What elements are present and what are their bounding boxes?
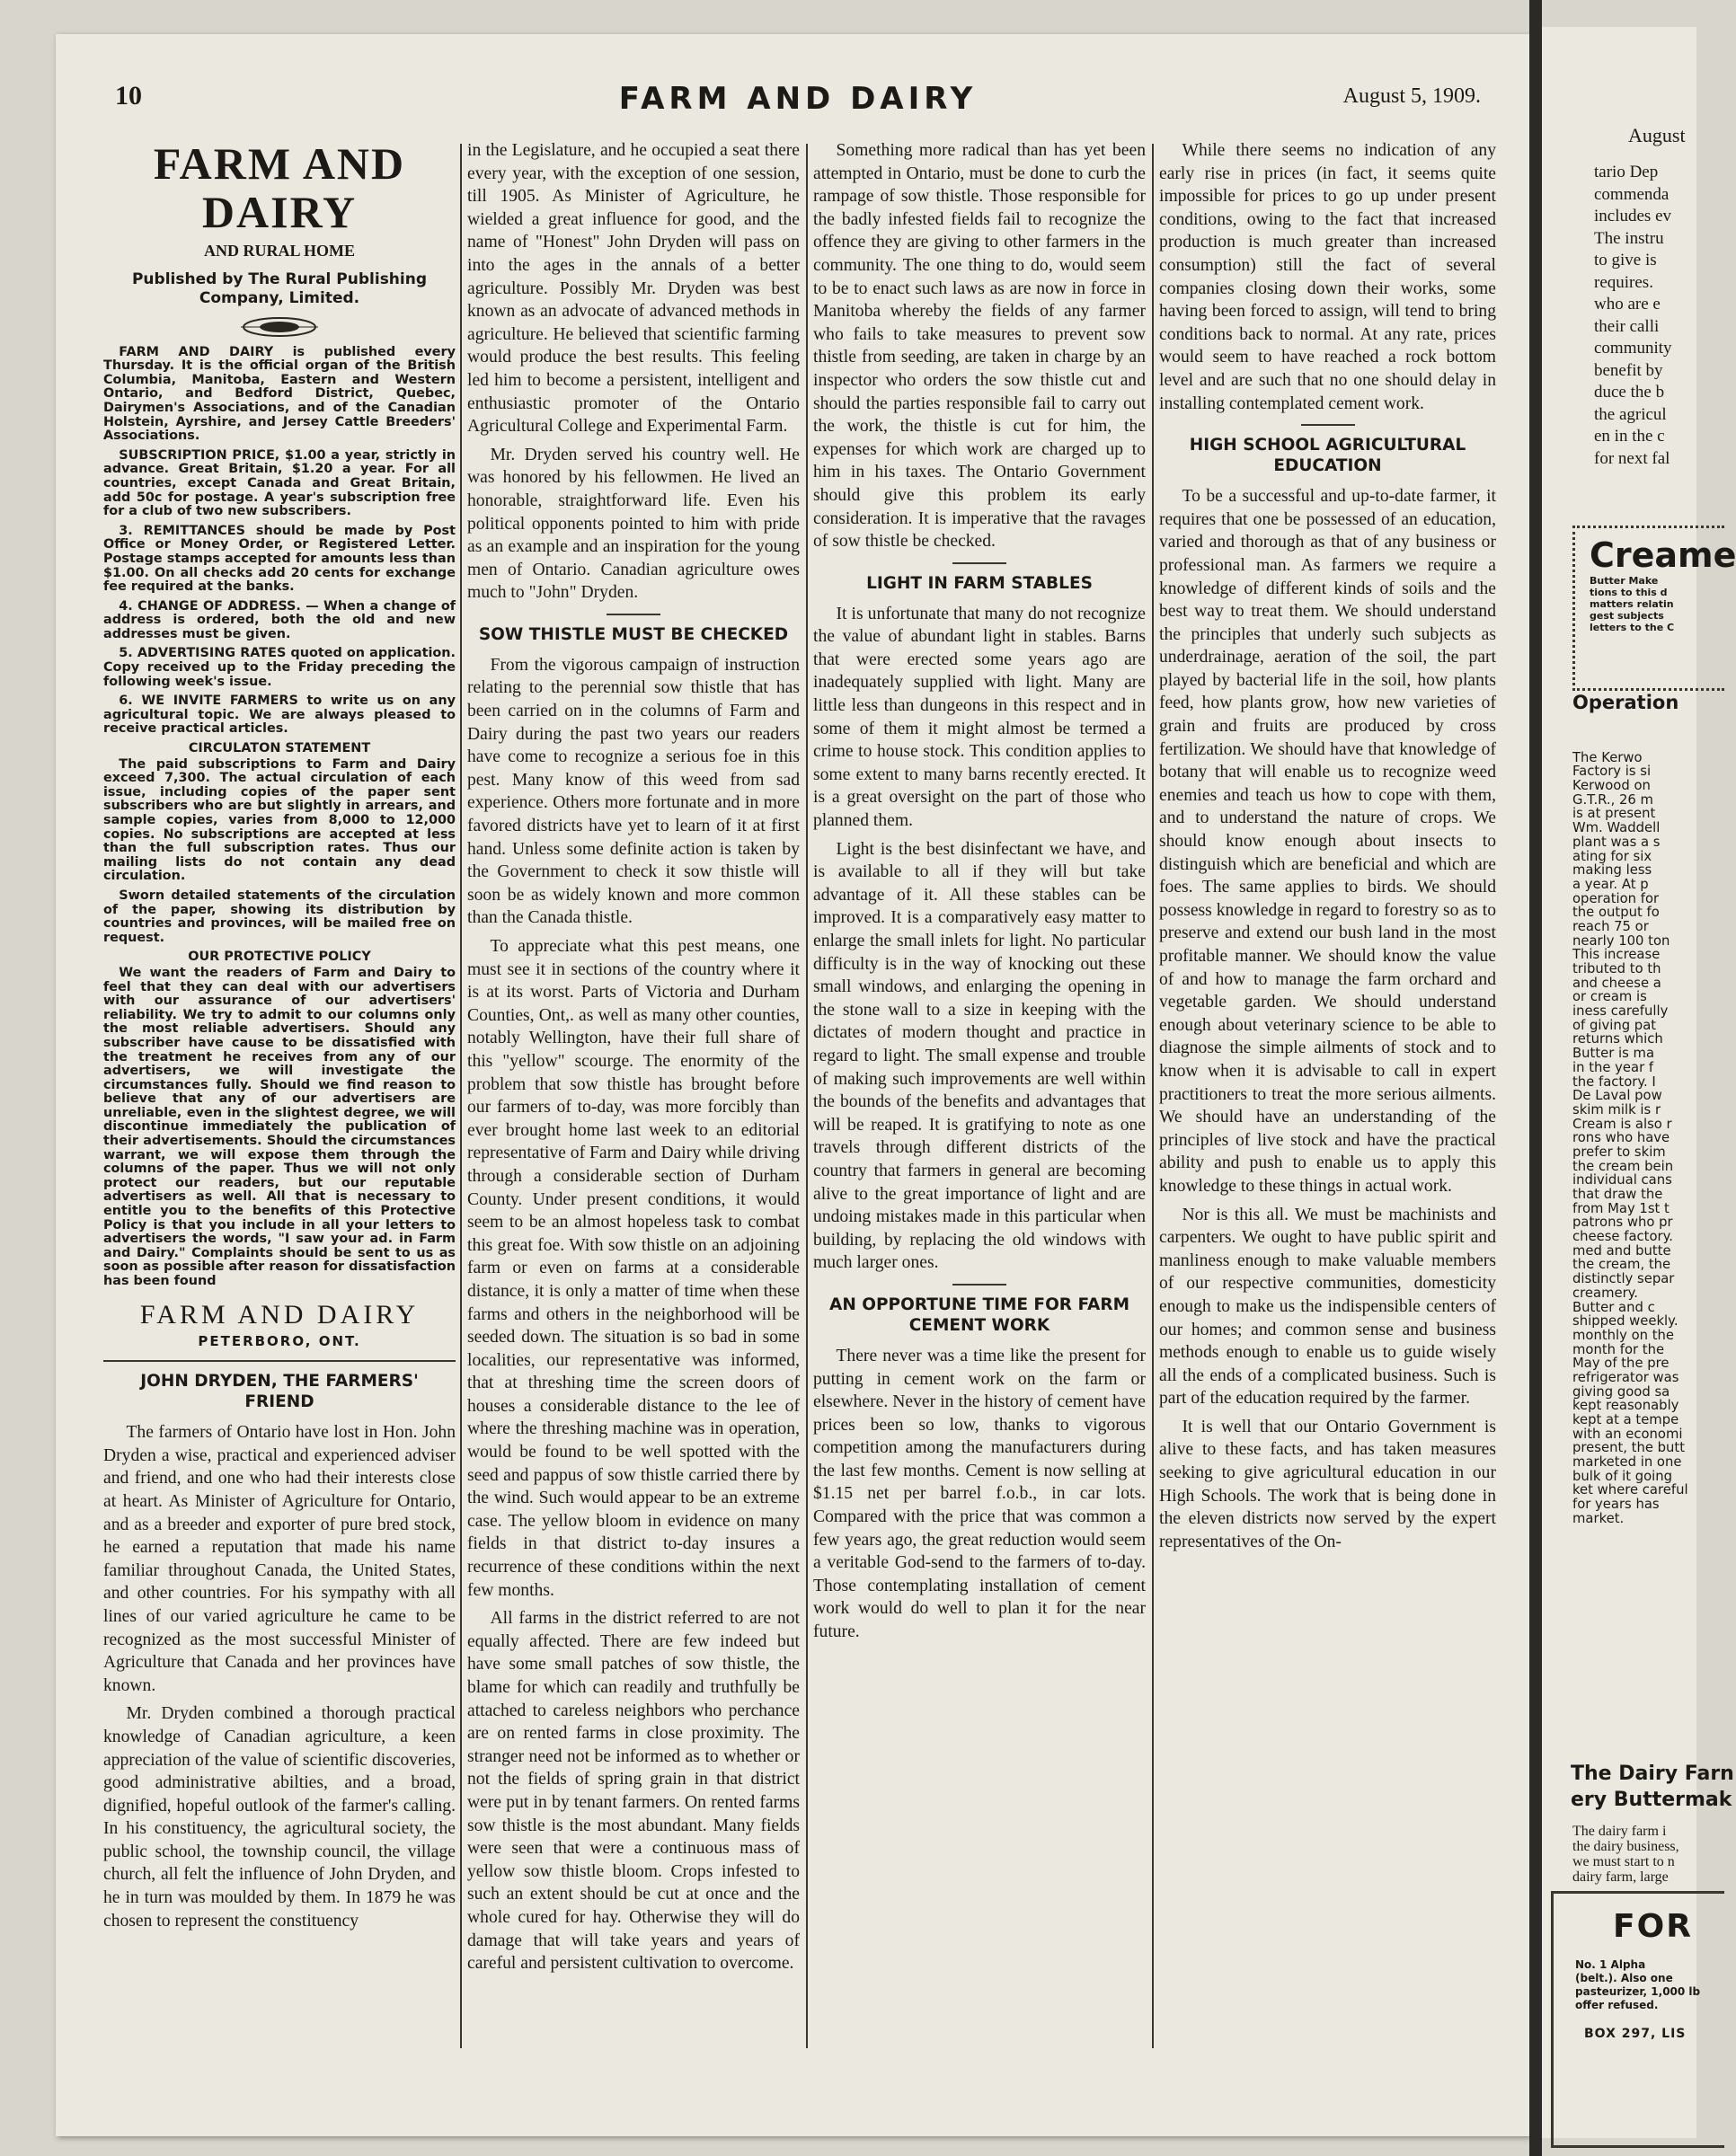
facing-line: en in the c: [1594, 427, 1665, 446]
article-heading: JOHN DRYDEN, THE FARMERS' FRIEND: [140, 1372, 419, 1412]
facing-page-header: August: [1628, 124, 1686, 146]
facing-line: Butter and c: [1572, 1299, 1655, 1315]
article-paragraph: The farmers of Ontario have lost in Hon. John Dryden a wise, practical and experienced adviser and friend, and one who had their interests close at heart. As Minister of Agriculture for Ontario, and as a breeder and exporter of pure bred stock, he earned a reputation that made his name familiar throughout Canada, the United States, and other countries. For his sympathy with all lines of our varied agriculture he came to be recognized as the most successful Minister of Agriculture that Canada and her provinces have known.: [103, 1423, 456, 1695]
facing-line: the dairy business,: [1572, 1839, 1679, 1854]
facing-line: plant was a s: [1572, 834, 1661, 850]
facing-line: dairy farm, large: [1572, 1869, 1669, 1885]
facing-line: that draw the: [1572, 1187, 1663, 1202]
facing-line: commenda: [1594, 184, 1670, 204]
facing-line: cheese factory.: [1572, 1229, 1673, 1245]
protective-paragraph: We want the readers of Farm and Dairy to feel that they can deal with our advertisers with our assurance of our advertisers' reliability. We try to admit to our columns only the most reliable advertisers. Should any subscriber have cause to be dissatisfied with the treatment he receives from any of our advertisers, we will investigate the circumstances fully. Should we find reason to believe that any of our advertisers are unreliable, even in the slightest degree, we will discontinue immediately the publication of their advertisements. Should the circumstances warrant, we will expose them through the columns of the paper. Thus we will not only protect our readers, but our reputable advertisers as well. All that is necessary to entitle you to the benefits of this Protective Policy is that you include in all your letters to advertisers the words, "I saw your ad. in Farm and Dairy." Complaints should be sent to us as soon as possible after reason for dissatisfaction has been found: [103, 965, 456, 1288]
article-paragraph: Light is the best disinfectant we have, and is available to all if they will but take advantage of it. All these stables can be improved. It is a comparatively easy matter to enlarge the small inlets for light. No particular difficulty is in the way of knocking out these small windows, and enlarging the opening in the stone wall to a size in keeping with the dictates of modern thought and practice in regard to light. The small expense and trouble of making such improvements are well within the bounds of the benefits and advantages that will be reaped. It is gratifying to note as one travels through different districts of the country that farmers in general are becoming alive to the great importance of light and are undoing mistakes made in this particular when building, by replacing the old windows with much larger ones.: [813, 839, 1146, 1273]
facing-line: benefit by: [1594, 360, 1663, 380]
facing-subheading-2: [1571, 1761, 1734, 1813]
for-sale-ad: [1551, 1891, 1724, 2148]
facing-line: [1572, 737, 1725, 751]
issue-date: August 5, 1909.: [1342, 84, 1481, 108]
facing-line: community: [1594, 339, 1672, 358]
circulation-paragraph: Sworn detailed statements of the circulation of the paper, showing its distribution by countries and provinces, will be mailed free on request.: [103, 888, 456, 945]
facing-line: for years has: [1572, 1497, 1660, 1513]
facing-line: shipped weekly.: [1572, 1313, 1678, 1330]
facing-line: present, the butt: [1572, 1440, 1686, 1456]
facing-line: ating for six: [1572, 848, 1652, 864]
facing-line: and cheese a: [1572, 975, 1661, 991]
note-paragraph: 5. ADVERTISING RATES quoted on application. Copy received up to the Friday preceding the following week's issue.: [103, 646, 456, 689]
ad-box-number: BOX 297, LIS: [1584, 2027, 1687, 2041]
section-rule: [952, 1284, 1006, 1286]
facing-line: Factory is si: [1572, 764, 1652, 780]
ad-line: (belt.). Also one: [1575, 1972, 1673, 1984]
facing-line: skim milk is r: [1572, 1101, 1661, 1118]
facing-line: May of the pre: [1572, 1356, 1670, 1372]
article-heading: LIGHT IN FARM STABLES: [866, 573, 1093, 593]
publisher-line: Published by The Rural Publishing Company, Limited.: [131, 270, 428, 307]
section-rule: [1301, 424, 1355, 426]
facing-line: Wm. Waddell: [1572, 820, 1661, 836]
facing-line: giving good sa: [1572, 1383, 1670, 1400]
circulation-paragraph: The paid subscriptions to Farm and Dairy exceed 7,300. The actual circulation of each issue, including copies of the paper sent subscribers who are but slightly in arrears, and sample copies, varies from 8,000 to 12,000 copies. No subscriptions are accepted at less than the full subscription rates. Thus our mailing lists do not contain any dead circulation.: [103, 756, 456, 884]
facing-line: monthly on the: [1572, 1327, 1675, 1343]
facing-line: The dairy farm i: [1572, 1824, 1667, 1839]
column-rule: [460, 144, 462, 2048]
article-paragraph: Mr. Dryden combined a thorough practical knowledge of Canadian agriculture, a keen appreciation of the value of scientific discoveries, good administrative abilties, and a broad, dignified, hopeful outlook of the farmer's calling. In his constituency, the agricultural society, the public school, the township council, the village church, all felt the influence of John Dryden, and he in turn was moulded by them. In 1879 he was chosen to represent the constituency: [103, 1704, 456, 1931]
footer-place: PETERBORO, ONT.: [198, 1332, 361, 1349]
facing-line: The Kerwo: [1572, 749, 1643, 765]
article-paragraph: in the Legislature, and he occupied a seat there every year, with the exception of one session, till 1905. As Minister of Agriculture, he wielded a great influence for good, and the name of "Honest" John Dryden will pass on into the ages in the annals of a better agriculture. Possibly Mr. Dryden was best known as an advocate of advanced methods in agriculture. He believed that scientific farming would produce the best results. This feeling led him to become a persistent, intelligent and enthusiastic promoter of the Ontario Agricultural College and Experimental Farm.: [467, 141, 800, 437]
facing-line: med and butte: [1572, 1242, 1671, 1259]
facing-line: with an economi: [1572, 1426, 1683, 1442]
ad-line: offer refused.: [1575, 1999, 1659, 2011]
article-paragraph: It is well that our Ontario Government is alive to these facts, and has taken measures seeking to give agricultural education in our High Schools. The work that is being done in the eleven districts now served by the expert representatives of the On-: [1159, 1417, 1496, 1551]
article-paragraph: To be a successful and up-to-date farmer, it requires that one be possessed of an education, varied and thorough as that of any business or professional man. As farmers we require a knowledge of different kinds of soils and the best way to treat them. We should understand the principles that underly such subjects as underdrainage, aeration of the soil, the part played by bacterial life in the soil, how plants feed, how plants grow, how new varieties of grain and fruits are produced by cross fertilization. We should have that knowledge of botany that will enable us to recognize weed enemies and teach us how to cope with them, and to understand the nature of crops. We should know enough about insects to distinguish which are beneficial and which are foes. The same applies to birds. We should possess knowledge in regard to forestry so as to preserve and extend our bush land in the most profitable manner. We should know the value of and how to manage the farm orchard and vegetable garden. We should understand enough about veterinary science to be able to diagnose the simple ailments of stock and to know when it is advisable to call in expert practitioners to treat the more serious ailments. We should have an understanding of the principles of live stock and have the practical ability and push to enable us to apply this knowledge to these things in actual work.: [1159, 487, 1496, 1196]
page-gutter: [1529, 0, 1542, 2156]
article-paragraph: Something more radical than has yet been attempted in Ontario, must be done to curb the rampage of sow thistle. Those responsible for the badly infested fields fail to recognize the offence they are giving to other farmers in the community. The one thing to do, would seem to be to enact such laws as are now in force in Manitoba whereby the fields of any farmer who fails to take measures to prevent sow thistle from seeding, are taken in charge by an inspector who orders the sow thistle cut and should the parties responsible fail to carry out the work, the thistle is cut for him, the expenses for which work are charged up to him in his taxes. The Ontario Government should give this problem its early consideration. It is imperative that the ravages of sow thistle be checked.: [813, 141, 1146, 552]
facing-line: the cream bein: [1572, 1158, 1674, 1174]
facing-line: patrons who pr: [1572, 1215, 1673, 1231]
facing-line: who are e: [1594, 295, 1661, 314]
facing-line: for next fal: [1594, 448, 1670, 468]
ad-text: [1575, 1958, 1700, 2012]
creamery-box-title: Creame: [1590, 535, 1736, 575]
facing-page: [1542, 27, 1736, 2138]
facing-line: tributed to th: [1572, 961, 1661, 976]
section-rule: [607, 614, 660, 615]
facing-line: the factory. I: [1572, 1074, 1656, 1090]
facing-small-text: [1572, 737, 1725, 1526]
publisher-notes: [103, 346, 456, 1289]
ad-line: No. 1 Alpha: [1575, 1958, 1646, 1971]
note-paragraph: 4. CHANGE OF ADDRESS. — When a change of address is ordered, both the old and new addresses must be given.: [103, 598, 456, 641]
facing-line: bulk of it going: [1572, 1468, 1673, 1484]
facing-line: or cream is: [1572, 989, 1647, 1005]
facing-line: the output fo: [1572, 905, 1660, 921]
creamery-box-line: Butter Make: [1590, 575, 1659, 587]
facing-line: reach 75 or: [1572, 918, 1649, 934]
facing-line: Butter is ma: [1572, 1046, 1655, 1062]
creamery-box-line: tions to this d: [1590, 587, 1668, 598]
facing-subheading-line: The Dairy Farn: [1571, 1763, 1734, 1785]
facing-line: prefer to skim: [1572, 1144, 1666, 1160]
article-paragraph: Mr. Dryden served his country well. He was honored by his fellowmen. He lived an honorable, straightforward life. Even his political opponents pointed to him with pride as an example and an inspiration for the young men of Ontario. Canadian agriculture owes much to "John" Dryden.: [467, 445, 800, 603]
facing-line: refrigerator was: [1572, 1369, 1679, 1385]
facing-line: De Laval pow: [1572, 1088, 1662, 1104]
article-heading: SOW THISTLE MUST BE CHECKED: [478, 624, 789, 644]
article-heading: AN OPPORTUNE TIME FOR FARM CEMENT WORK: [829, 1294, 1129, 1335]
facing-line: the cream, the: [1572, 1257, 1671, 1273]
column-rule: [1152, 144, 1154, 2048]
facing-line: distinctly separ: [1572, 1271, 1675, 1287]
column-1: [103, 139, 456, 2057]
facing-line: of giving pat: [1572, 1017, 1657, 1033]
facing-page-column: [1594, 162, 1711, 470]
page-number: 10: [115, 81, 142, 110]
facing-line: making less: [1572, 862, 1652, 879]
facing-line: we must start to n: [1572, 1854, 1675, 1869]
creamery-box: [1572, 526, 1736, 691]
article-paragraph: To appreciate what this pest means, one must see it in sections of the country where it is at its worst. Parts of Victoria and Durham Counties, Ont,. as well as many other counties, notably Wellington, have their full share of this "yellow" scourge. The enormity of the problem that sow thistle has brought before our farmers of to-day, was more forcibly than ever brought home last week to an editorial representative of Farm and Dairy while driving through a considerable section of Durham County. Under present conditions, it would seem to be an almost hopeless task to combat this great foe. With sow thistle on an adjoining farm or even on farms at a considerable distance, it is only a matter of time when these farms and others in the neighborhood will be seeded down. The situation is so bad in some localities, our representative was informed, that at threshing time the screen doors of houses a considerable distance to the lee of where the threshing machine was in operation, would be found to be well spotted with the seed and pappus of sow thistle carried there by the wind. Such would appear to be an extreme case. The yellow bloom in evidence on many fields in that district to-day insures a recurrence of these conditions within the next few months.: [467, 937, 800, 1600]
section-rule: [952, 562, 1006, 564]
facing-line: operation for: [1572, 890, 1660, 906]
note-paragraph: SUBSCRIPTION PRICE, $1.00 a year, strictly in advance. Great Britain, $1.20 a year. For all countries, except Canada and Great Britain, add 50c for postage. A year's subscription free for a club of two new subscribers.: [103, 447, 456, 519]
facing-line: kept at a tempe: [1572, 1412, 1679, 1427]
ad-line: pasteurizer, 1,000 lb: [1575, 1985, 1701, 1998]
facing-line: This increase: [1572, 947, 1661, 963]
protective-heading: OUR PROTECTIVE POLICY: [188, 950, 371, 965]
circulation-heading: CIRCULATON STATEMENT: [188, 741, 371, 756]
note-paragraph: 3. REMITTANCES should be made by Post Office or Money Order, or Registered Letter. Postage stamps accepted for amounts less than $1.00. On all checks add 20 cents for exchange fee required at the banks.: [103, 523, 456, 595]
facing-line: creamery.: [1572, 1285, 1639, 1301]
facing-line: rons who have: [1572, 1130, 1670, 1146]
article-paragraph: There never was a time like the present for putting in cement work on the farm or elsewhere. Never in the history of cement have prices been so low, thanks to vigorous competition among the manufacturers during the last few months. Cement is now selling at $1.15 net per barrel f.o.b., in car lots. Compared with the price that was common a few years ago, the great reduction would seem a veritable God-send to the farmers of to-day. Those contemplating installation of cement work would do well to plan it for the near future.: [813, 1346, 1146, 1642]
facing-line: to give is: [1594, 251, 1657, 270]
facing-line: returns which: [1572, 1031, 1663, 1047]
facing-small-text-2: [1572, 1824, 1679, 1885]
facing-subheading-line: ery Buttermak: [1571, 1789, 1732, 1811]
article-paragraph: From the vigorous campaign of instruction relating to the perennial sow thistle that has been carried on in the columns of Farm and Dairy during the past two years our readers have come to recognize a serious foe in this pest. Many know of this weed from sad experience. Others more fortunate and in more favored districts have yet to learn of it at first hand. Unless some definite action is taken by the Government to check it sow thistle will soon be as widely known and more common than the Canada thistle.: [467, 655, 800, 928]
facing-line: their calli: [1594, 316, 1660, 336]
page-header: [115, 81, 1481, 135]
column-rule: [806, 144, 808, 2048]
facing-line: duce the b: [1594, 383, 1665, 402]
facing-line: kept reasonably: [1572, 1398, 1679, 1414]
article-heading: HIGH SCHOOL AGRICULTURAL EDUCATION: [1189, 436, 1466, 476]
column-4: [1159, 139, 1496, 2057]
section-rule: [103, 1360, 456, 1362]
note-paragraph: 6. WE INVITE FARMERS to write us on any agricultural topic. We are always pleased to receive practical articles.: [103, 694, 456, 737]
facing-line: nearly 100 ton: [1572, 932, 1670, 949]
masthead-subtitle: AND RURAL HOME: [203, 242, 355, 260]
ornament-icon: [239, 315, 320, 339]
creamery-box-line: letters to the C: [1590, 622, 1675, 633]
column-3: [813, 139, 1146, 2057]
facing-line: a year. At p: [1572, 876, 1649, 892]
note-paragraph: FARM AND DAIRY is published every Thursday. It is the official organ of the British Columbia, Manitoba, Eastern and Western Ontario, and Bedford District, Quebec, Dairymen's Associations, and of the Canadian Holstein, Ayrshire, and Jersey Cattle Breeders' Associations.: [103, 344, 456, 444]
facing-line: marketed in one: [1572, 1454, 1682, 1471]
facing-line: The instru: [1594, 228, 1664, 248]
facing-line: from May 1st t: [1572, 1200, 1670, 1216]
facing-line: market.: [1572, 1510, 1625, 1526]
facing-line: month for the: [1572, 1341, 1665, 1357]
facing-line: is at present: [1572, 806, 1656, 822]
footer-masthead: FARM AND DAIRY: [139, 1299, 420, 1330]
facing-subheading: Operation: [1572, 692, 1679, 713]
facing-line: the agricul: [1594, 404, 1667, 424]
masthead-title: FARM AND DAIRY: [153, 138, 406, 237]
article-paragraph: All farms in the district referred to are not equally affected. There are few indeed but have some small patches of sow thistle, the blame for which can readily and truthfully be attached to careless neighbors who perchance are on rented farms in close proximity. The stranger need not be informed as to whether or not the fields of spring grain in that district were put in by tenant farmers. On rented farms sow thistle is the most abundant. Many fields were seen that were a continuous mass of yellow sow thistle bloom. Crops infested to such an extent should be cut at once and the whole cured for hay. Otherwise they will do damage that will take years and years of careful and persistent cultivation to overcome.: [467, 1609, 800, 1974]
facing-line: includes ev: [1594, 207, 1672, 225]
facing-line: in the year f: [1572, 1059, 1654, 1075]
facing-line: requires.: [1594, 272, 1653, 292]
creamery-box-line: gest subjects: [1590, 610, 1664, 622]
facing-line: G.T.R., 26 m: [1572, 791, 1653, 808]
facing-line: tario Dep: [1594, 163, 1659, 181]
article-paragraph: While there seems no indication of any early rise in prices (in fact, it seems quite impossible for prices to go up under present conditions, owing to the fact that increased production is much greater than increased consumption) still the fact of several companies closing down their works, some having been forced to assign, will tend to bring conditions back to normal. At any rate, prices would seem to have reached a rock bottom level and are such that no one should delay in installing contemplated cement work.: [1159, 141, 1496, 413]
column-2: [467, 139, 800, 2057]
running-title: FARM AND DAIRY: [618, 81, 978, 117]
article-paragraph: It is unfortunate that many do not recognize the value of abundant light in stables. Barns that were erected some years ago are inadequately supplied with light. Many are little less than dungeons in this respect and in some of them it might almost be termed a crime to house stock. This condition applies to some extent to many barns recently erected. It is a great oversight on the part of those who planned them.: [813, 604, 1146, 831]
article-paragraph: Nor is this all. We must be machinists and carpenters. We ought to have public spirit and manliness enough to make valuable members of our respective communities, domesticity enough to make us the indispensible centers of our homes; and common sense and business methods enough to enable us to guide wisely all the ends of a complicated business. Such is part of the education required by the farmer.: [1159, 1205, 1496, 1409]
facing-line: iness carefully: [1572, 1003, 1669, 1020]
facing-line: Kerwood on: [1572, 778, 1651, 794]
facing-line: individual cans: [1572, 1172, 1672, 1188]
ad-title: FOR: [1613, 1908, 1693, 1945]
facing-line: ket where careful: [1572, 1482, 1688, 1498]
creamery-box-line: matters relatin: [1590, 598, 1674, 610]
facing-line: Cream is also r: [1572, 1116, 1672, 1132]
